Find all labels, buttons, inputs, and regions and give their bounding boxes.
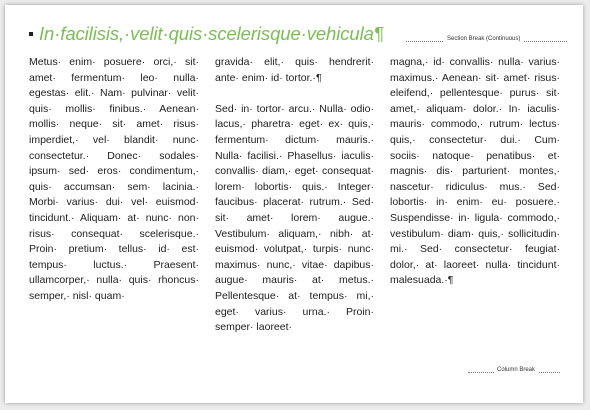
section-heading[interactable]: In·facilisis,·velit·quis·scelerisque·vehicula¶: [39, 23, 384, 44]
text-column-1[interactable]: [29, 55, 199, 305]
document-page[interactable]: [5, 5, 583, 403]
column-3-paragraph[interactable]: magna,· id· convallis· nulla· varius· maximus.· Aenean· sit· amet· risus· eleifend,· pellentesque· purus· sit· amet,· aliquam· dolor.· In· iaculis· mauris· commodo,· rutrum· lectus· quis,· consectetur· dui.· Cum· sociis· natoque· penatibus· et· magnis· dis· parturient· montes,· nascetur· ridiculus· mus.· Sed· lobortis· in· enim· eu· posuere.· Suspendisse· in· ligula· commodo,· vestibulum· diam· quis,· sollicitudin· mi.· Sed· consectetur· feugiat· dolor,· at· laoreet· nulla· tincidunt· malesuada.·¶: [390, 56, 560, 287]
section-break-marker: [406, 37, 567, 45]
column-break-marker: [468, 369, 560, 377]
text-column-2[interactable]: [215, 55, 374, 336]
column-2-paragraph-2[interactable]: Sed· in· tortor· arcu.· Nulla· odio· lacus,· pharetra· eget· ex· quis,· fermentum· dictum· mauris.· Nulla· facilisi.· Phasellus· iaculis· convallis· diam,· eget· consequat· lorem· lobortis· quis.· Integer· faucibus· placerat· rutrum.· Sed· sit· amet· lorem· augue.· Vestibulum· aliquam,· nibh· at· euismod· volutpat,· turpis· nunc· maximus· nunc,· vitae· dapibus· augue· mauris· at· metus.· Pellentesque· at· tempus· mi,· eget· varius· urna.· Proin· semper· laoreet·: [215, 102, 374, 334]
section-break-label: Section Break (Continuous): [444, 36, 523, 42]
column-1-paragraph[interactable]: Metus· enim· posuere· orci,· sit· amet· fermentum· leo· nulla· egestas· elit.· Nam· pulvinar· velit· quis· mollis· finibus.· Aenean· mollis· neque· sit· amet· risus· imperdiet,· vel· blandit· nunc· consectetur.· Donec· sodales· ipsum· sed· eros· condimentum,· quis· accumsan· sem· lacinia.· Morbi· varius· dui· vel· euismod· tincidunt.· Aliquam· at· nunc· non· risus· consequat· scelerisque.· Proin· pretium· tellus· id· est· tempus· luctus.· Praesent· ullamcorper,· nulla· quis· rhoncus· semper,· nisl· quam·: [29, 56, 199, 302]
column-2-paragraph-1[interactable]: gravida· elit,· quis· hendrerit· ante· enim· id· tortor.·¶: [215, 56, 374, 84]
column-break-label: Column Break: [494, 367, 538, 373]
text-column-3[interactable]: [390, 55, 560, 289]
heading-row: [29, 23, 567, 47]
paragraph-bullet-icon: [29, 32, 33, 36]
